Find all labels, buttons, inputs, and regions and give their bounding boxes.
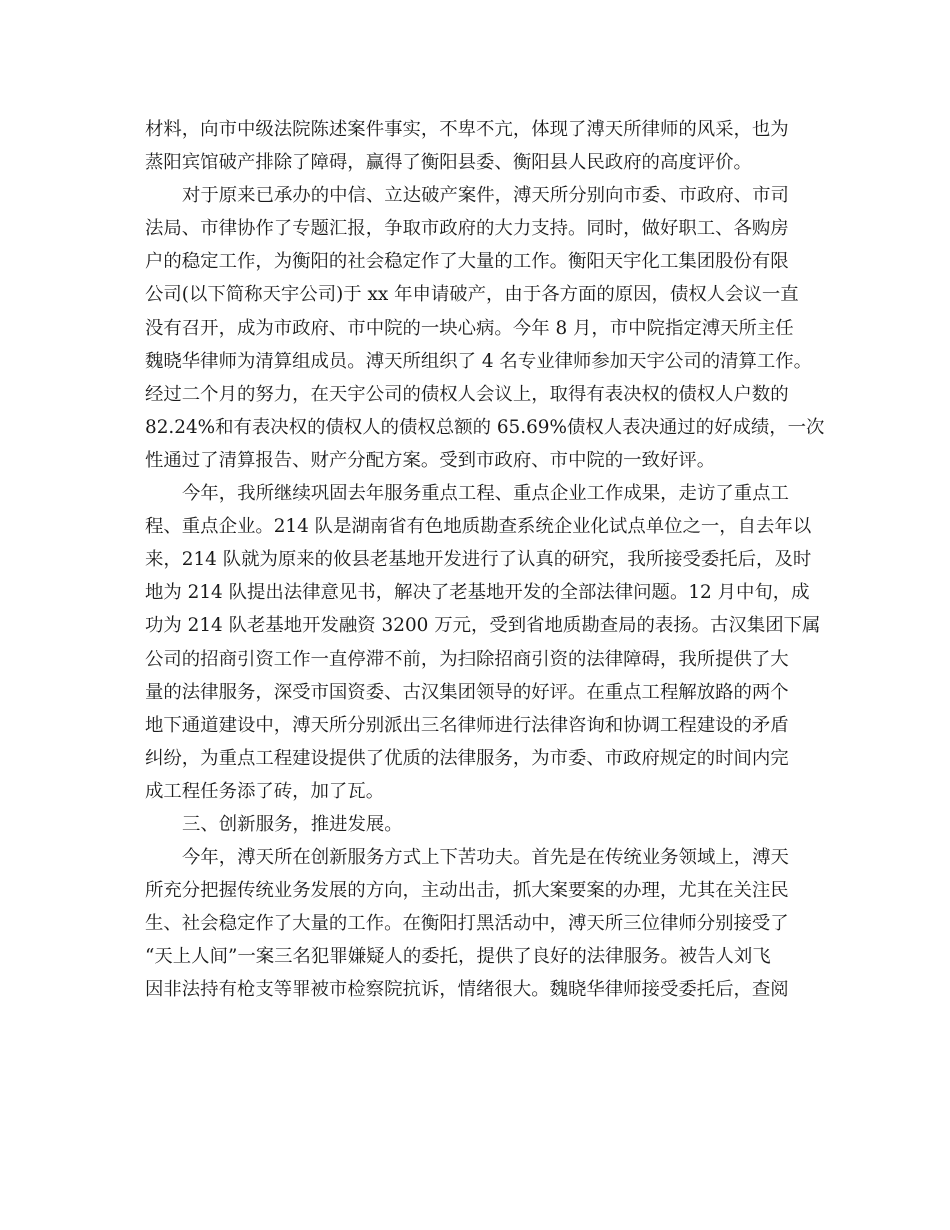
- text-line: 蒸阳宾馆破产排除了障碍，赢得了衡阳县委、衡阳县人民政府的高度评价。: [145, 152, 752, 174]
- text-line: 生、社会稳定作了大量的工作。在衡阳打黑活动中，溥天所三位律师分别接受了: [145, 913, 789, 935]
- text-line: 经过二个月的努力，在天宇公司的债权人会议上，取得有表决权的债权人户数的: [145, 383, 789, 405]
- text-line: 程、重点企业。214 队是湖南省有色地质勘查系统企业化试点单位之一，自去年以: [145, 516, 812, 538]
- text-line: “天上人间”一案三名犯罪嫌疑人的委托，提供了良好的法律服务。被告人刘飞: [145, 946, 771, 968]
- text-line: 纠纷，为重点工程建设提供了优质的法律服务，为市委、市政府规定的时间内完: [145, 747, 789, 769]
- text-line: 公司(以下简称天宇公司)于 xx 年申请破产，由于各方面的原因，债权人会议一直: [145, 284, 799, 306]
- text-line: 对于原来已承办的中信、立达破产案件，溥天所分别向市委、市政府、市司: [182, 185, 789, 207]
- text-line: 公司的招商引资工作一直停滞不前，为扫除招商引资的法律障碍，我所提供了大: [145, 648, 789, 670]
- text-line: 成工程任务添了砖，加了瓦。: [145, 780, 385, 802]
- text-line: 性通过了清算报告、财产分配方案。受到市政府、市中院的一致好评。: [145, 449, 716, 471]
- text-line: 所充分把握传统业务发展的方向，主动出击，抓大案要案的办理，尤其在关注民: [145, 880, 789, 902]
- text-line: 82.24%和有表决权的债权人的债权总额的 65.69%债权人表决通过的好成绩，一次: [145, 416, 825, 438]
- text-line: 户的稳定工作，为衡阳的社会稳定作了大量的工作。衡阳天宇化工集团股份有限: [145, 251, 789, 273]
- document-body: [145, 113, 825, 1007]
- text-line: 地下通道建设中，溥天所分别派出三名律师进行法律咨询和协调工程建设的矛盾: [145, 714, 789, 736]
- text-line: 今年，我所继续巩固去年服务重点工程、重点企业工作成果，走访了重点工: [182, 483, 789, 505]
- text-line: 魏晓华律师为清算组成员。溥天所组织了 4 名专业律师参加天宇公司的清算工作。: [145, 350, 813, 372]
- text-line: 地为 214 队提出法律意见书，解决了老基地开发的全部法律问题。12 月中旬，成: [145, 582, 810, 604]
- text-line: 因非法持有枪支等罪被市检察院抗诉，情绪很大。魏晓华律师接受委托后，查阅: [145, 979, 789, 1001]
- text-line: 法局、市律协作了专题汇报，争取市政府的大力支持。同时，做好职工、各购房: [145, 218, 789, 240]
- text-line: 量的法律服务，深受市国资委、古汉集团领导的好评。在重点工程解放路的两个: [145, 681, 789, 703]
- text-line: 今年，溥天所在创新服务方式上下苦功夫。首先是在传统业务领域上，溥天: [182, 847, 789, 869]
- text-line: 材料，向市中级法院陈述案件事实，不卑不亢，体现了溥天所律师的风采，也为: [145, 119, 789, 140]
- text-line: 功为 214 队老基地开发融资 3200 万元，受到省地质勘查局的表扬。古汉集团下属: [145, 615, 821, 637]
- text-line: 没有召开，成为市政府、市中院的一块心病。今年 8 月，市中院指定溥天所主任: [145, 317, 794, 339]
- text-line: 三、创新服务，推进发展。: [182, 813, 403, 835]
- text-line: 来，214 队就为原来的攸县老基地开发进行了认真的研究，我所接受委托后，及时: [145, 549, 812, 571]
